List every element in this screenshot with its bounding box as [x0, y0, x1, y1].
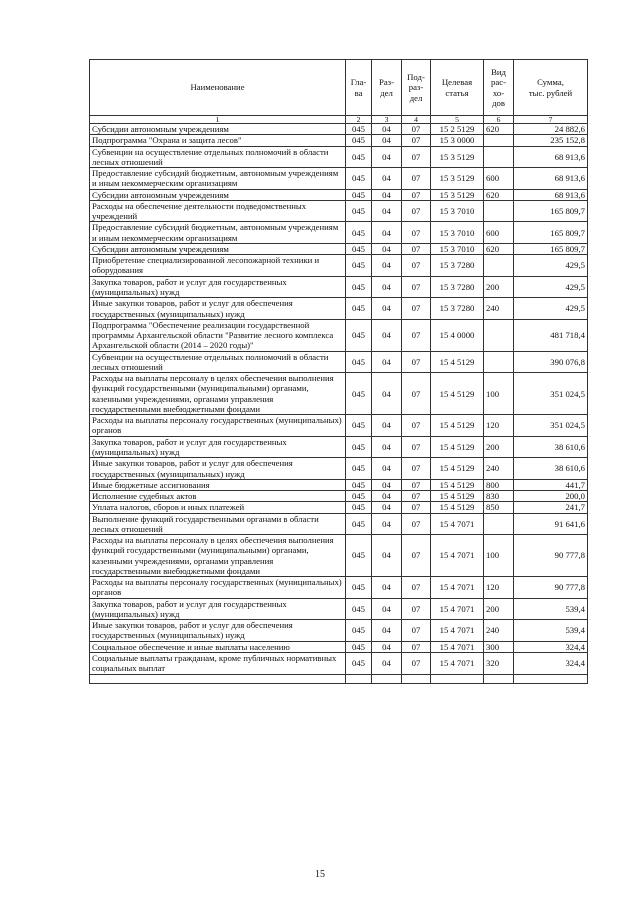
- row-subsection: 07: [402, 641, 431, 652]
- row-section: 04: [372, 415, 402, 437]
- row-amount: 68 913,6: [514, 189, 588, 200]
- row-amount: 68 913,6: [514, 146, 588, 168]
- row-expense-type: 240: [484, 298, 514, 320]
- row-section: 04: [372, 255, 402, 277]
- row-name: Уплата налогов, сборов и иных платежей: [90, 502, 346, 513]
- row-expense-type: 600: [484, 222, 514, 244]
- row-target: 15 2 5129: [431, 124, 484, 135]
- row-subsection: 07: [402, 458, 431, 480]
- empty-cell: [372, 674, 402, 683]
- row-chapter: 045: [346, 598, 372, 620]
- row-subsection: 07: [402, 502, 431, 513]
- table-row: [90, 577, 588, 599]
- table-row: [90, 146, 588, 168]
- row-target: 15 4 7071: [431, 535, 484, 577]
- row-amount: 324,4: [514, 641, 588, 652]
- row-expense-type: 300: [484, 641, 514, 652]
- row-name: Подпрограмма "Обеспечение реализации государственной программы Архангельской области "Развитие лесного комплекса Архангельской области (2014 – 2020 годы)": [90, 319, 346, 351]
- row-section: 04: [372, 620, 402, 642]
- row-target: 15 3 7010: [431, 243, 484, 254]
- row-subsection: 07: [402, 415, 431, 437]
- column-index: 7: [514, 116, 588, 124]
- column-index: 5: [431, 116, 484, 124]
- table-row: [90, 276, 588, 298]
- table-row: [90, 598, 588, 620]
- row-target: 15 3 7280: [431, 276, 484, 298]
- row-target: 15 4 7071: [431, 513, 484, 535]
- empty-cell: [484, 674, 514, 683]
- table-row: [90, 189, 588, 200]
- row-subsection: 07: [402, 535, 431, 577]
- table-row: [90, 243, 588, 254]
- row-name: Закупка товаров, работ и услуг для государственных (муниципальных) нужд: [90, 598, 346, 620]
- row-chapter: 045: [346, 298, 372, 320]
- row-subsection: 07: [402, 298, 431, 320]
- row-amount: 235 152,8: [514, 135, 588, 146]
- row-target: 15 4 5129: [431, 415, 484, 437]
- table-row: [90, 491, 588, 502]
- row-subsection: 07: [402, 577, 431, 599]
- table-header: [90, 60, 588, 124]
- row-section: 04: [372, 577, 402, 599]
- row-name: Социальные выплаты гражданам, кроме публичных нормативных социальных выплат: [90, 653, 346, 675]
- table-row: [90, 222, 588, 244]
- row-name: Иные бюджетные ассигнования: [90, 479, 346, 490]
- row-chapter: 045: [346, 436, 372, 458]
- column-index-row: [90, 116, 588, 124]
- row-chapter: 045: [346, 255, 372, 277]
- row-section: 04: [372, 458, 402, 480]
- row-expense-type: 620: [484, 124, 514, 135]
- row-subsection: 07: [402, 168, 431, 190]
- row-subsection: 07: [402, 189, 431, 200]
- row-expense-type: 800: [484, 479, 514, 490]
- row-name: Субсидии автономным учреждениям: [90, 124, 346, 135]
- row-name: Субсидии автономным учреждениям: [90, 189, 346, 200]
- row-chapter: 045: [346, 491, 372, 502]
- table-row: [90, 168, 588, 190]
- row-section: 04: [372, 124, 402, 135]
- row-amount: 241,7: [514, 502, 588, 513]
- row-subsection: 07: [402, 135, 431, 146]
- row-target: 15 4 5129: [431, 373, 484, 415]
- row-expense-type: 320: [484, 653, 514, 675]
- empty-row: [90, 674, 588, 683]
- row-target: 15 4 0000: [431, 319, 484, 351]
- row-name: Предоставление субсидий бюджетным, автономным учреждениям и иным некоммерческим организациям: [90, 168, 346, 190]
- row-amount: 351 024,5: [514, 373, 588, 415]
- row-section: 04: [372, 298, 402, 320]
- row-chapter: 045: [346, 319, 372, 351]
- table-row: [90, 200, 588, 222]
- row-subsection: 07: [402, 255, 431, 277]
- table-row: [90, 135, 588, 146]
- row-section: 04: [372, 502, 402, 513]
- row-amount: 200,0: [514, 491, 588, 502]
- row-amount: 481 718,4: [514, 319, 588, 351]
- header-name: Наименование: [90, 60, 346, 116]
- row-amount: 539,4: [514, 598, 588, 620]
- row-name: Субсидии автономным учреждениям: [90, 243, 346, 254]
- row-amount: 324,4: [514, 653, 588, 675]
- row-expense-type: 200: [484, 436, 514, 458]
- row-expense-type: 120: [484, 577, 514, 599]
- row-target: 15 3 0000: [431, 135, 484, 146]
- header-chapter: Гла- ва: [346, 60, 372, 116]
- row-amount: 90 777,8: [514, 577, 588, 599]
- row-subsection: 07: [402, 276, 431, 298]
- row-subsection: 07: [402, 491, 431, 502]
- row-name: Расходы на выплаты персоналу государственных (муниципальных) органов: [90, 577, 346, 599]
- row-section: 04: [372, 373, 402, 415]
- empty-cell: [402, 674, 431, 683]
- table-row: [90, 255, 588, 277]
- row-target: 15 3 5129: [431, 189, 484, 200]
- row-name: Субвенции на осуществление отдельных полномочий в области лесных отношений: [90, 146, 346, 168]
- row-chapter: 045: [346, 373, 372, 415]
- table-row: [90, 620, 588, 642]
- budget-table: [89, 59, 588, 684]
- row-target: 15 3 5129: [431, 146, 484, 168]
- row-subsection: 07: [402, 351, 431, 373]
- row-chapter: 045: [346, 641, 372, 652]
- row-amount: 429,5: [514, 255, 588, 277]
- column-index: 2: [346, 116, 372, 124]
- row-name: Расходы на выплаты персоналу государственных (муниципальных) органов: [90, 415, 346, 437]
- row-section: 04: [372, 200, 402, 222]
- row-target: 15 4 5129: [431, 502, 484, 513]
- row-subsection: 07: [402, 200, 431, 222]
- row-name: Закупка товаров, работ и услуг для государственных (муниципальных) нужд: [90, 436, 346, 458]
- row-name: Предоставление субсидий бюджетным, автономным учреждениям и иным некоммерческим организациям: [90, 222, 346, 244]
- row-amount: 38 610,6: [514, 436, 588, 458]
- column-index: 3: [372, 116, 402, 124]
- row-target: 15 4 5129: [431, 351, 484, 373]
- row-subsection: 07: [402, 653, 431, 675]
- row-amount: 429,5: [514, 276, 588, 298]
- row-amount: 90 777,8: [514, 535, 588, 577]
- row-expense-type: 120: [484, 415, 514, 437]
- row-chapter: 045: [346, 458, 372, 480]
- row-amount: 165 809,7: [514, 243, 588, 254]
- row-section: 04: [372, 598, 402, 620]
- row-name: Расходы на выплаты персоналу в целях обеспечения выполнения функций государственными (муниципальными) органами, казенными учреждениями, органами управления государственными внебюджетными фондами: [90, 373, 346, 415]
- row-name: Приобретение специализированной лесопожарной техники и оборудования: [90, 255, 346, 277]
- row-target: 15 4 5129: [431, 458, 484, 480]
- row-section: 04: [372, 146, 402, 168]
- row-target: 15 4 7071: [431, 641, 484, 652]
- row-chapter: 045: [346, 146, 372, 168]
- row-amount: 38 610,6: [514, 458, 588, 480]
- column-index: 6: [484, 116, 514, 124]
- row-section: 04: [372, 351, 402, 373]
- row-section: 04: [372, 222, 402, 244]
- row-section: 04: [372, 641, 402, 652]
- row-chapter: 045: [346, 479, 372, 490]
- row-amount: 429,5: [514, 298, 588, 320]
- row-chapter: 045: [346, 535, 372, 577]
- row-chapter: 045: [346, 168, 372, 190]
- row-name: Социальное обеспечение и иные выплаты населению: [90, 641, 346, 652]
- row-amount: 390 076,8: [514, 351, 588, 373]
- row-subsection: 07: [402, 146, 431, 168]
- header-expense-type: Вид рас- хо- дов: [484, 60, 514, 116]
- row-section: 04: [372, 135, 402, 146]
- header-amount: Сумма, тыс. рублей: [514, 60, 588, 116]
- table-row: [90, 641, 588, 652]
- row-section: 04: [372, 276, 402, 298]
- row-subsection: 07: [402, 436, 431, 458]
- row-chapter: 045: [346, 200, 372, 222]
- row-target: 15 3 7010: [431, 200, 484, 222]
- row-section: 04: [372, 535, 402, 577]
- row-chapter: 045: [346, 653, 372, 675]
- empty-cell: [90, 674, 346, 683]
- row-chapter: 045: [346, 351, 372, 373]
- row-expense-type: 100: [484, 535, 514, 577]
- row-expense-type: 620: [484, 243, 514, 254]
- row-name: Иные закупки товаров, работ и услуг для обеспечения государственных (муниципальных) нужд: [90, 620, 346, 642]
- table-row: [90, 415, 588, 437]
- row-target: 15 3 7010: [431, 222, 484, 244]
- row-name: Иные закупки товаров, работ и услуг для обеспечения государственных (муниципальных) нужд: [90, 298, 346, 320]
- row-expense-type: 200: [484, 276, 514, 298]
- row-target: 15 3 5129: [431, 168, 484, 190]
- row-section: 04: [372, 243, 402, 254]
- row-amount: 91 641,6: [514, 513, 588, 535]
- table-row: [90, 535, 588, 577]
- row-subsection: 07: [402, 598, 431, 620]
- row-expense-type: [484, 146, 514, 168]
- row-chapter: 045: [346, 124, 372, 135]
- row-name: Субвенции на осуществление отдельных полномочий в области лесных отношений: [90, 351, 346, 373]
- row-amount: 351 024,5: [514, 415, 588, 437]
- row-chapter: 045: [346, 513, 372, 535]
- row-expense-type: 240: [484, 620, 514, 642]
- row-subsection: 07: [402, 479, 431, 490]
- row-amount: 441,7: [514, 479, 588, 490]
- row-expense-type: [484, 135, 514, 146]
- column-index: 4: [402, 116, 431, 124]
- row-chapter: 045: [346, 502, 372, 513]
- table-row: [90, 479, 588, 490]
- row-target: 15 4 7071: [431, 598, 484, 620]
- table-row: [90, 458, 588, 480]
- row-expense-type: [484, 319, 514, 351]
- row-amount: 165 809,7: [514, 222, 588, 244]
- row-section: 04: [372, 513, 402, 535]
- row-name: Подпрограмма "Охрана и защита лесов": [90, 135, 346, 146]
- row-amount: 165 809,7: [514, 200, 588, 222]
- row-target: 15 4 7071: [431, 653, 484, 675]
- row-name: Расходы на обеспечение деятельности подведомственных учреждений: [90, 200, 346, 222]
- row-subsection: 07: [402, 243, 431, 254]
- row-expense-type: 200: [484, 598, 514, 620]
- row-section: 04: [372, 189, 402, 200]
- row-section: 04: [372, 491, 402, 502]
- table-row: [90, 351, 588, 373]
- row-amount: 68 913,6: [514, 168, 588, 190]
- row-subsection: 07: [402, 620, 431, 642]
- row-target: 15 4 5129: [431, 436, 484, 458]
- table-body: [90, 124, 588, 675]
- empty-cell: [514, 674, 588, 683]
- row-expense-type: 830: [484, 491, 514, 502]
- row-section: 04: [372, 436, 402, 458]
- row-chapter: 045: [346, 276, 372, 298]
- row-target: 15 4 5129: [431, 491, 484, 502]
- empty-cell: [346, 674, 372, 683]
- row-chapter: 045: [346, 620, 372, 642]
- row-name: Расходы на выплаты персоналу в целях обеспечения выполнения функций государственными (муниципальными) органами, казенными учреждениями, органами управления государственными внебюджетными фондами: [90, 535, 346, 577]
- table-row: [90, 502, 588, 513]
- table-row: [90, 513, 588, 535]
- row-expense-type: 600: [484, 168, 514, 190]
- row-subsection: 07: [402, 513, 431, 535]
- table-row: [90, 653, 588, 675]
- row-chapter: 045: [346, 189, 372, 200]
- row-target: 15 3 7280: [431, 298, 484, 320]
- row-name: Исполнение судебных актов: [90, 491, 346, 502]
- row-target: 15 3 7280: [431, 255, 484, 277]
- table-row: [90, 124, 588, 135]
- row-subsection: 07: [402, 373, 431, 415]
- row-subsection: 07: [402, 222, 431, 244]
- row-name: Выполнение функций государственными органами в области лесных отношений: [90, 513, 346, 535]
- table-row: [90, 373, 588, 415]
- row-target: 15 4 7071: [431, 577, 484, 599]
- empty-cell: [431, 674, 484, 683]
- row-subsection: 07: [402, 319, 431, 351]
- row-expense-type: [484, 351, 514, 373]
- row-chapter: 045: [346, 243, 372, 254]
- row-chapter: 045: [346, 222, 372, 244]
- row-section: 04: [372, 319, 402, 351]
- header-section: Раз- дел: [372, 60, 402, 116]
- row-section: 04: [372, 168, 402, 190]
- row-expense-type: [484, 255, 514, 277]
- row-name: Иные закупки товаров, работ и услуг для обеспечения государственных (муниципальных) нужд: [90, 458, 346, 480]
- row-expense-type: 100: [484, 373, 514, 415]
- row-expense-type: 850: [484, 502, 514, 513]
- row-expense-type: 240: [484, 458, 514, 480]
- row-expense-type: [484, 200, 514, 222]
- table-row: [90, 298, 588, 320]
- row-expense-type: [484, 513, 514, 535]
- row-chapter: 045: [346, 135, 372, 146]
- table-row: [90, 319, 588, 351]
- header-target: Целевая статья: [431, 60, 484, 116]
- row-expense-type: 620: [484, 189, 514, 200]
- column-index: 1: [90, 116, 346, 124]
- row-chapter: 045: [346, 577, 372, 599]
- table-row: [90, 436, 588, 458]
- row-amount: 539,4: [514, 620, 588, 642]
- row-target: 15 4 5129: [431, 479, 484, 490]
- page-number: 15: [315, 869, 325, 880]
- row-target: 15 4 7071: [431, 620, 484, 642]
- row-section: 04: [372, 653, 402, 675]
- row-subsection: 07: [402, 124, 431, 135]
- row-name: Закупка товаров, работ и услуг для государственных (муниципальных) нужд: [90, 276, 346, 298]
- header-subsection: Под- раз- дел: [402, 60, 431, 116]
- row-chapter: 045: [346, 415, 372, 437]
- row-section: 04: [372, 479, 402, 490]
- row-amount: 24 882,6: [514, 124, 588, 135]
